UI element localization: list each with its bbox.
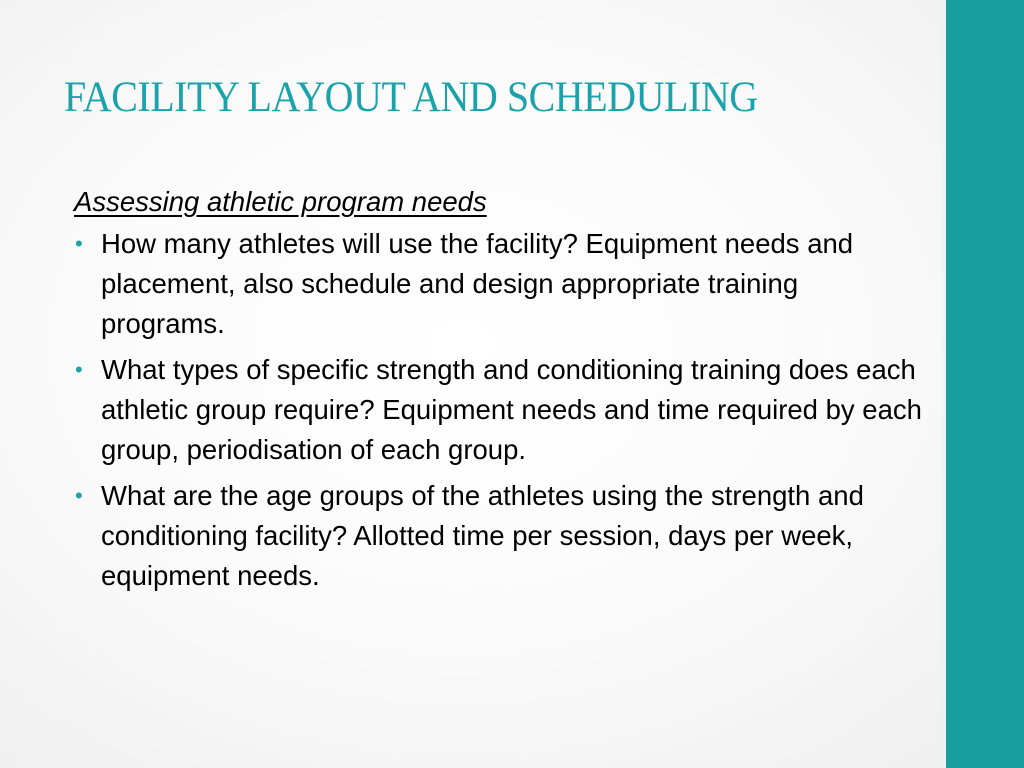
bullet-item bbox=[74, 350, 924, 470]
side-accent-bar bbox=[946, 0, 1024, 768]
bullet-item bbox=[74, 476, 924, 596]
bullet-icon: • bbox=[75, 357, 83, 382]
bullet-icon: • bbox=[75, 483, 83, 508]
bullet-text: What are the age groups of the athletes using the strength and conditioning facility? Allotted time per session, days per week, equipment needs. bbox=[101, 480, 864, 591]
bullet-text: What types of specific strength and conditioning training does each athletic group require? Equipment needs and time required by each group, periodisation of each group. bbox=[101, 354, 922, 465]
bullet-icon: • bbox=[75, 231, 83, 256]
bullet-item bbox=[74, 224, 924, 344]
subheading: Assessing athletic program needs bbox=[74, 186, 487, 217]
bullet-text: How many athletes will use the facility? Equipment needs and placement, also schedule and design appropriate training programs. bbox=[101, 228, 854, 339]
slide-content bbox=[74, 182, 924, 602]
slide-title: FACILITY LAYOUT AND SCHEDULING bbox=[64, 74, 758, 121]
bullet-list bbox=[74, 224, 924, 596]
